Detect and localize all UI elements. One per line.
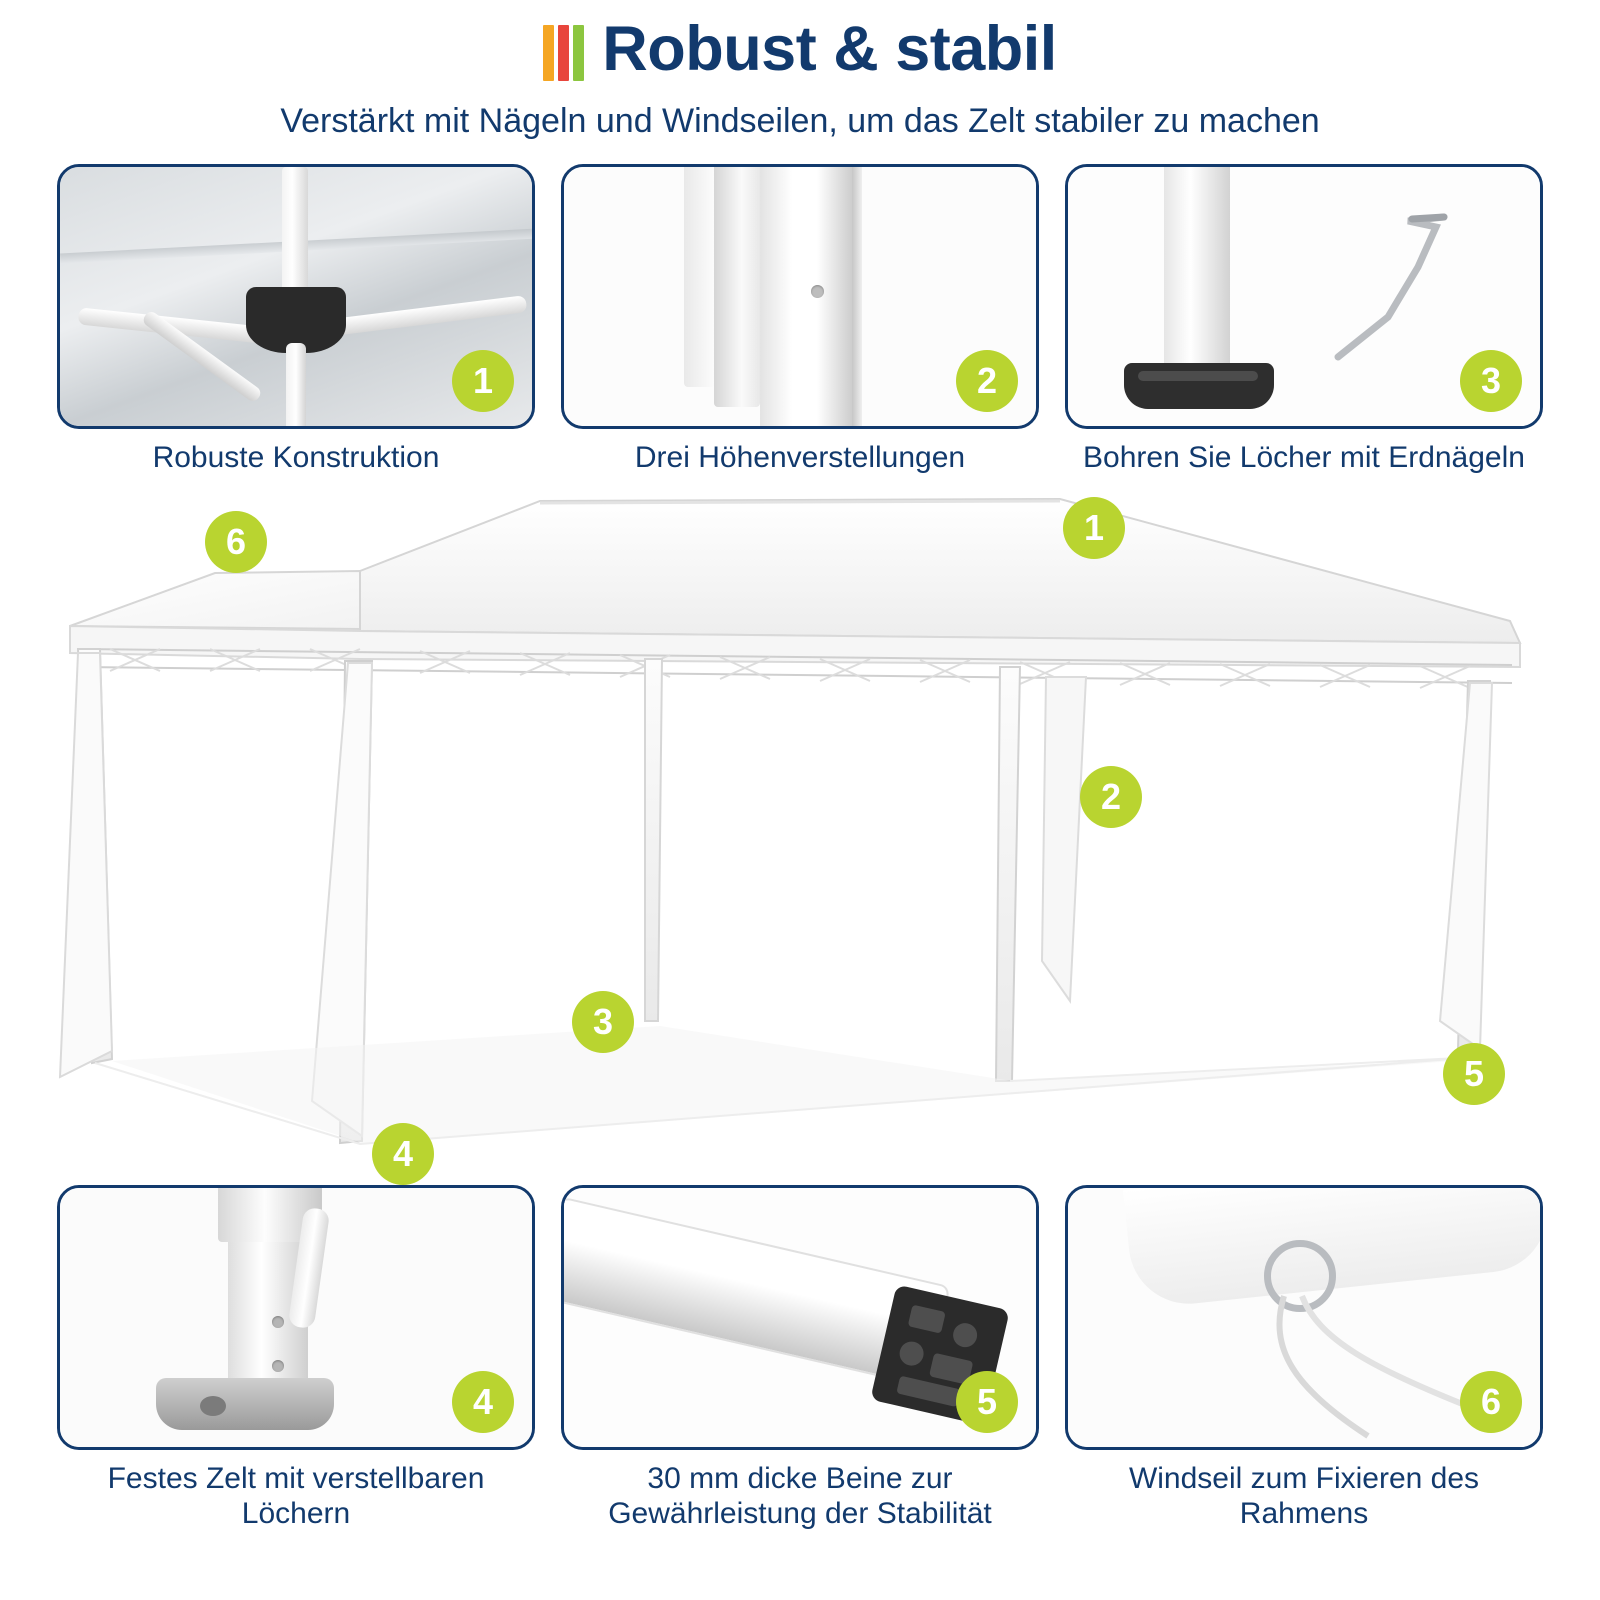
top-feature-cards: [0, 164, 1600, 476]
feature-badge-1: 1: [452, 350, 514, 412]
page-title: Robust & stabil: [602, 14, 1057, 84]
accent-bars-icon: [543, 19, 584, 81]
feature-caption-2: Drei Höhenverstellungen: [634, 440, 966, 474]
title-row: [0, 14, 1600, 84]
feature-card-1: [57, 164, 535, 476]
feature-card-4: [57, 1185, 535, 1531]
feature-image-frame-5: [561, 1185, 1039, 1450]
feature-caption-6: Windseil zum Fixieren des Rahmens: [1128, 1462, 1480, 1530]
feature-card-5: [561, 1185, 1039, 1531]
page-subtitle: Verstärkt mit Nägeln und Windseilen, um das Zelt stabiler zu machen: [280, 102, 1320, 140]
hero-callout-4: 4: [372, 1123, 434, 1185]
hero-callout-2: 2: [1080, 766, 1142, 828]
feature-caption-4: Festes Zelt mit verstellbaren Löchern: [107, 1462, 485, 1530]
bottom-feature-cards: [0, 1185, 1600, 1531]
feature-image-frame-4: [57, 1185, 535, 1450]
hero-callout-6: 6: [205, 511, 267, 573]
feature-card-6: [1065, 1185, 1543, 1531]
feature-card-2: [561, 164, 1039, 476]
feature-badge-3: 3: [1460, 350, 1522, 412]
feature-caption-1: Robuste Konstruktion: [152, 440, 440, 474]
feature-badge-2: 2: [956, 350, 1018, 412]
feature-badge-4: 4: [452, 1371, 514, 1433]
header: [0, 0, 1600, 142]
feature-caption-5: 30 mm dicke Beine zur Gewährleistung der Stabilität: [608, 1462, 992, 1530]
feature-image-frame-2: [561, 164, 1039, 429]
gazebo-drawing: [0, 481, 1600, 1181]
hero-callout-3: 3: [572, 991, 634, 1053]
hero-callout-1: 1: [1063, 497, 1125, 559]
feature-image-frame-1: [57, 164, 535, 429]
hero-product-illustration: [0, 481, 1600, 1181]
feature-badge-6: 6: [1460, 1371, 1522, 1433]
feature-card-3: [1065, 164, 1543, 476]
feature-image-frame-6: [1065, 1185, 1543, 1450]
hero-callout-5: 5: [1443, 1043, 1505, 1105]
ground-stake-icon: [1268, 207, 1458, 382]
feature-badge-5: 5: [956, 1371, 1018, 1433]
feature-image-frame-3: [1065, 164, 1543, 429]
feature-caption-3: Bohren Sie Löcher mit Erdnägeln: [1083, 440, 1525, 474]
